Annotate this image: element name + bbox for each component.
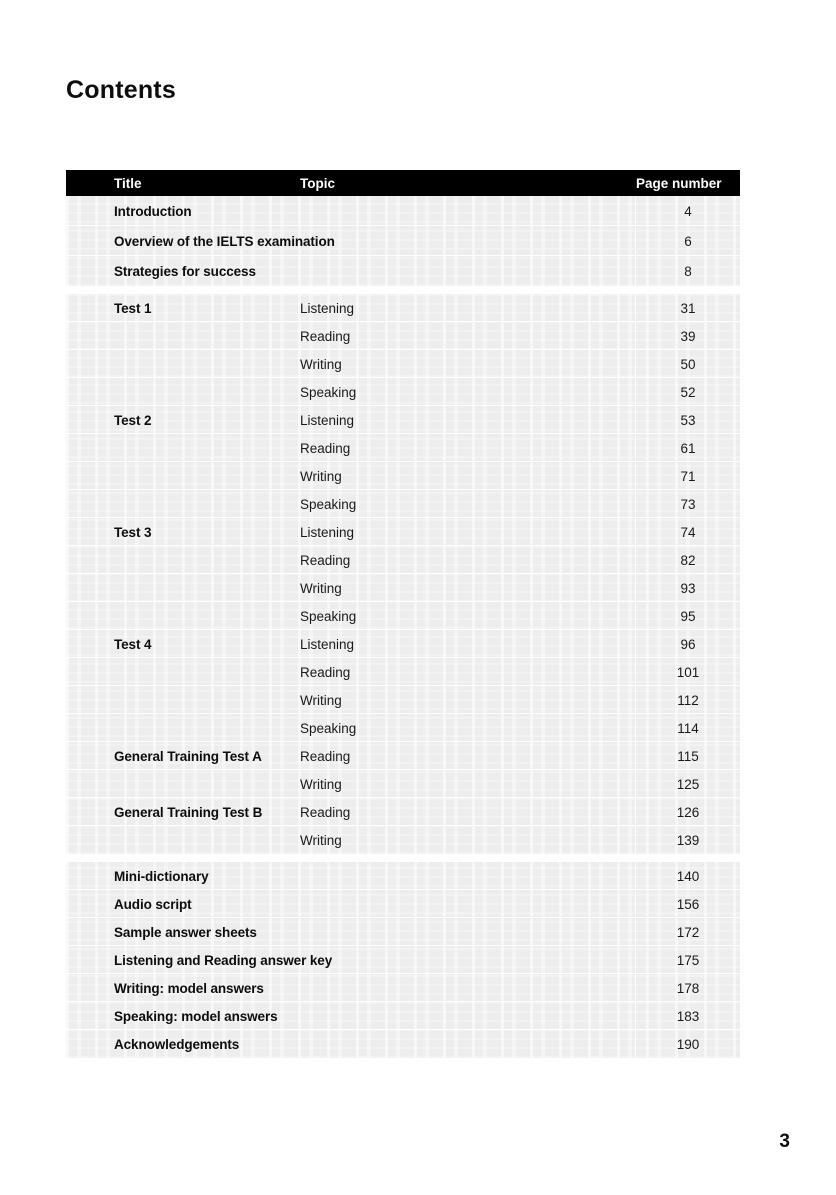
- cell-page-number: 8: [684, 263, 692, 279]
- cell-title: Acknowledgements: [114, 1036, 240, 1052]
- cell-page-number: 52: [680, 384, 696, 400]
- table-row[interactable]: [66, 406, 740, 434]
- table-row[interactable]: [66, 742, 740, 770]
- cell-topic: Speaking: [300, 608, 357, 624]
- cell-page-number: 125: [676, 776, 700, 792]
- cell-topic: Listening: [300, 300, 355, 316]
- cell-page-number: 71: [680, 468, 696, 484]
- cell-topic: Reading: [300, 748, 351, 764]
- cell-topic: Reading: [300, 804, 351, 820]
- table-row[interactable]: [66, 294, 740, 322]
- cell-topic: Speaking: [300, 384, 357, 400]
- cell-page-number: 50: [680, 356, 696, 372]
- cell-title: Test 4: [114, 636, 152, 652]
- cell-page-number: 183: [676, 1008, 700, 1024]
- cell-page-number: 73: [680, 496, 696, 512]
- cell-page-number: 31: [680, 300, 696, 316]
- cell-page-number: 74: [680, 524, 696, 540]
- table-row[interactable]: [66, 630, 740, 658]
- table-row[interactable]: [66, 546, 740, 574]
- table-row[interactable]: [66, 686, 740, 714]
- cell-topic: Writing: [300, 580, 342, 596]
- cell-page-number: 190: [676, 1036, 700, 1052]
- cell-topic: Speaking: [300, 496, 357, 512]
- table-row[interactable]: [66, 862, 740, 890]
- table-row[interactable]: [66, 770, 740, 798]
- table-row[interactable]: [66, 226, 740, 256]
- tests-block: [66, 294, 740, 854]
- cell-page-number: 53: [680, 412, 696, 428]
- cell-title: Introduction: [114, 203, 192, 219]
- back-matter-block: [66, 862, 740, 1058]
- table-row[interactable]: [66, 974, 740, 1002]
- cell-page-number: 4: [684, 203, 692, 219]
- cell-page-number: 61: [680, 440, 696, 456]
- column-header-page-number: Page number: [636, 175, 722, 191]
- cell-title: Writing: model answers: [114, 980, 264, 996]
- cell-topic: Reading: [300, 440, 351, 456]
- table-header-row: [66, 170, 740, 196]
- cell-title: Sample answer sheets: [114, 924, 257, 940]
- cell-topic: Listening: [300, 412, 355, 428]
- table-row[interactable]: [66, 918, 740, 946]
- cell-title: Test 3: [114, 524, 152, 540]
- cell-page-number: 115: [677, 748, 699, 764]
- page-folio-number: 3: [779, 1131, 790, 1152]
- table-row[interactable]: [66, 826, 740, 854]
- table-row[interactable]: [66, 602, 740, 630]
- cell-page-number: 39: [680, 328, 696, 344]
- table-row[interactable]: [66, 378, 740, 406]
- cell-title: Test 1: [114, 300, 152, 316]
- cell-topic: Reading: [300, 552, 351, 568]
- cell-title: General Training Test A: [114, 748, 262, 764]
- table-row[interactable]: [66, 1002, 740, 1030]
- cell-topic: Writing: [300, 468, 342, 484]
- cell-topic: Reading: [300, 328, 351, 344]
- cell-page-number: 93: [680, 580, 696, 596]
- cell-topic: Reading: [300, 664, 351, 680]
- column-header-topic: Topic: [300, 175, 335, 191]
- cell-title: Mini-dictionary: [114, 868, 209, 884]
- table-row[interactable]: [66, 574, 740, 602]
- table-row[interactable]: [66, 890, 740, 918]
- cell-page-number: 178: [676, 980, 700, 996]
- cell-title: Audio script: [114, 896, 192, 912]
- table-of-contents: [66, 170, 740, 1058]
- table-row[interactable]: [66, 798, 740, 826]
- cell-topic: Speaking: [300, 720, 357, 736]
- cell-page-number: 139: [676, 832, 700, 848]
- column-header-title: Title: [114, 175, 142, 191]
- cell-title: Overview of the IELTS examination: [114, 233, 335, 249]
- cell-page-number: 140: [676, 868, 700, 884]
- cell-title: General Training Test B: [114, 804, 263, 820]
- cell-title: Strategies for success: [114, 263, 256, 279]
- cell-title: Test 2: [114, 412, 152, 428]
- cell-page-number: 114: [677, 720, 699, 736]
- cell-page-number: 95: [680, 608, 696, 624]
- table-row[interactable]: [66, 1030, 740, 1058]
- cell-page-number: 96: [680, 636, 696, 652]
- table-row[interactable]: [66, 256, 740, 286]
- cell-topic: Writing: [300, 832, 342, 848]
- table-row[interactable]: [66, 518, 740, 546]
- cell-title: Speaking: model answers: [114, 1008, 278, 1024]
- cell-page-number: 126: [676, 804, 700, 820]
- cell-topic: Writing: [300, 692, 342, 708]
- cell-topic: Writing: [300, 776, 342, 792]
- cell-topic: Listening: [300, 524, 355, 540]
- cell-page-number: 175: [676, 952, 700, 968]
- table-row[interactable]: [66, 490, 740, 518]
- cell-topic: Listening: [300, 636, 355, 652]
- table-row[interactable]: [66, 658, 740, 686]
- cell-page-number: 6: [684, 233, 692, 249]
- table-row[interactable]: [66, 462, 740, 490]
- cell-page-number: 156: [676, 896, 700, 912]
- table-row[interactable]: [66, 350, 740, 378]
- cell-page-number: 101: [676, 664, 700, 680]
- front-matter-block: [66, 196, 740, 286]
- cell-page-number: 172: [676, 924, 700, 940]
- cell-title: Listening and Reading answer key: [114, 952, 333, 968]
- table-row[interactable]: [66, 196, 740, 226]
- cell-page-number: 112: [677, 692, 699, 708]
- cell-page-number: 82: [680, 552, 696, 568]
- table-row[interactable]: [66, 946, 740, 974]
- table-row[interactable]: [66, 714, 740, 742]
- table-row[interactable]: [66, 434, 740, 462]
- cell-topic: Writing: [300, 356, 342, 372]
- table-row[interactable]: [66, 322, 740, 350]
- page-title: Contents: [66, 76, 176, 104]
